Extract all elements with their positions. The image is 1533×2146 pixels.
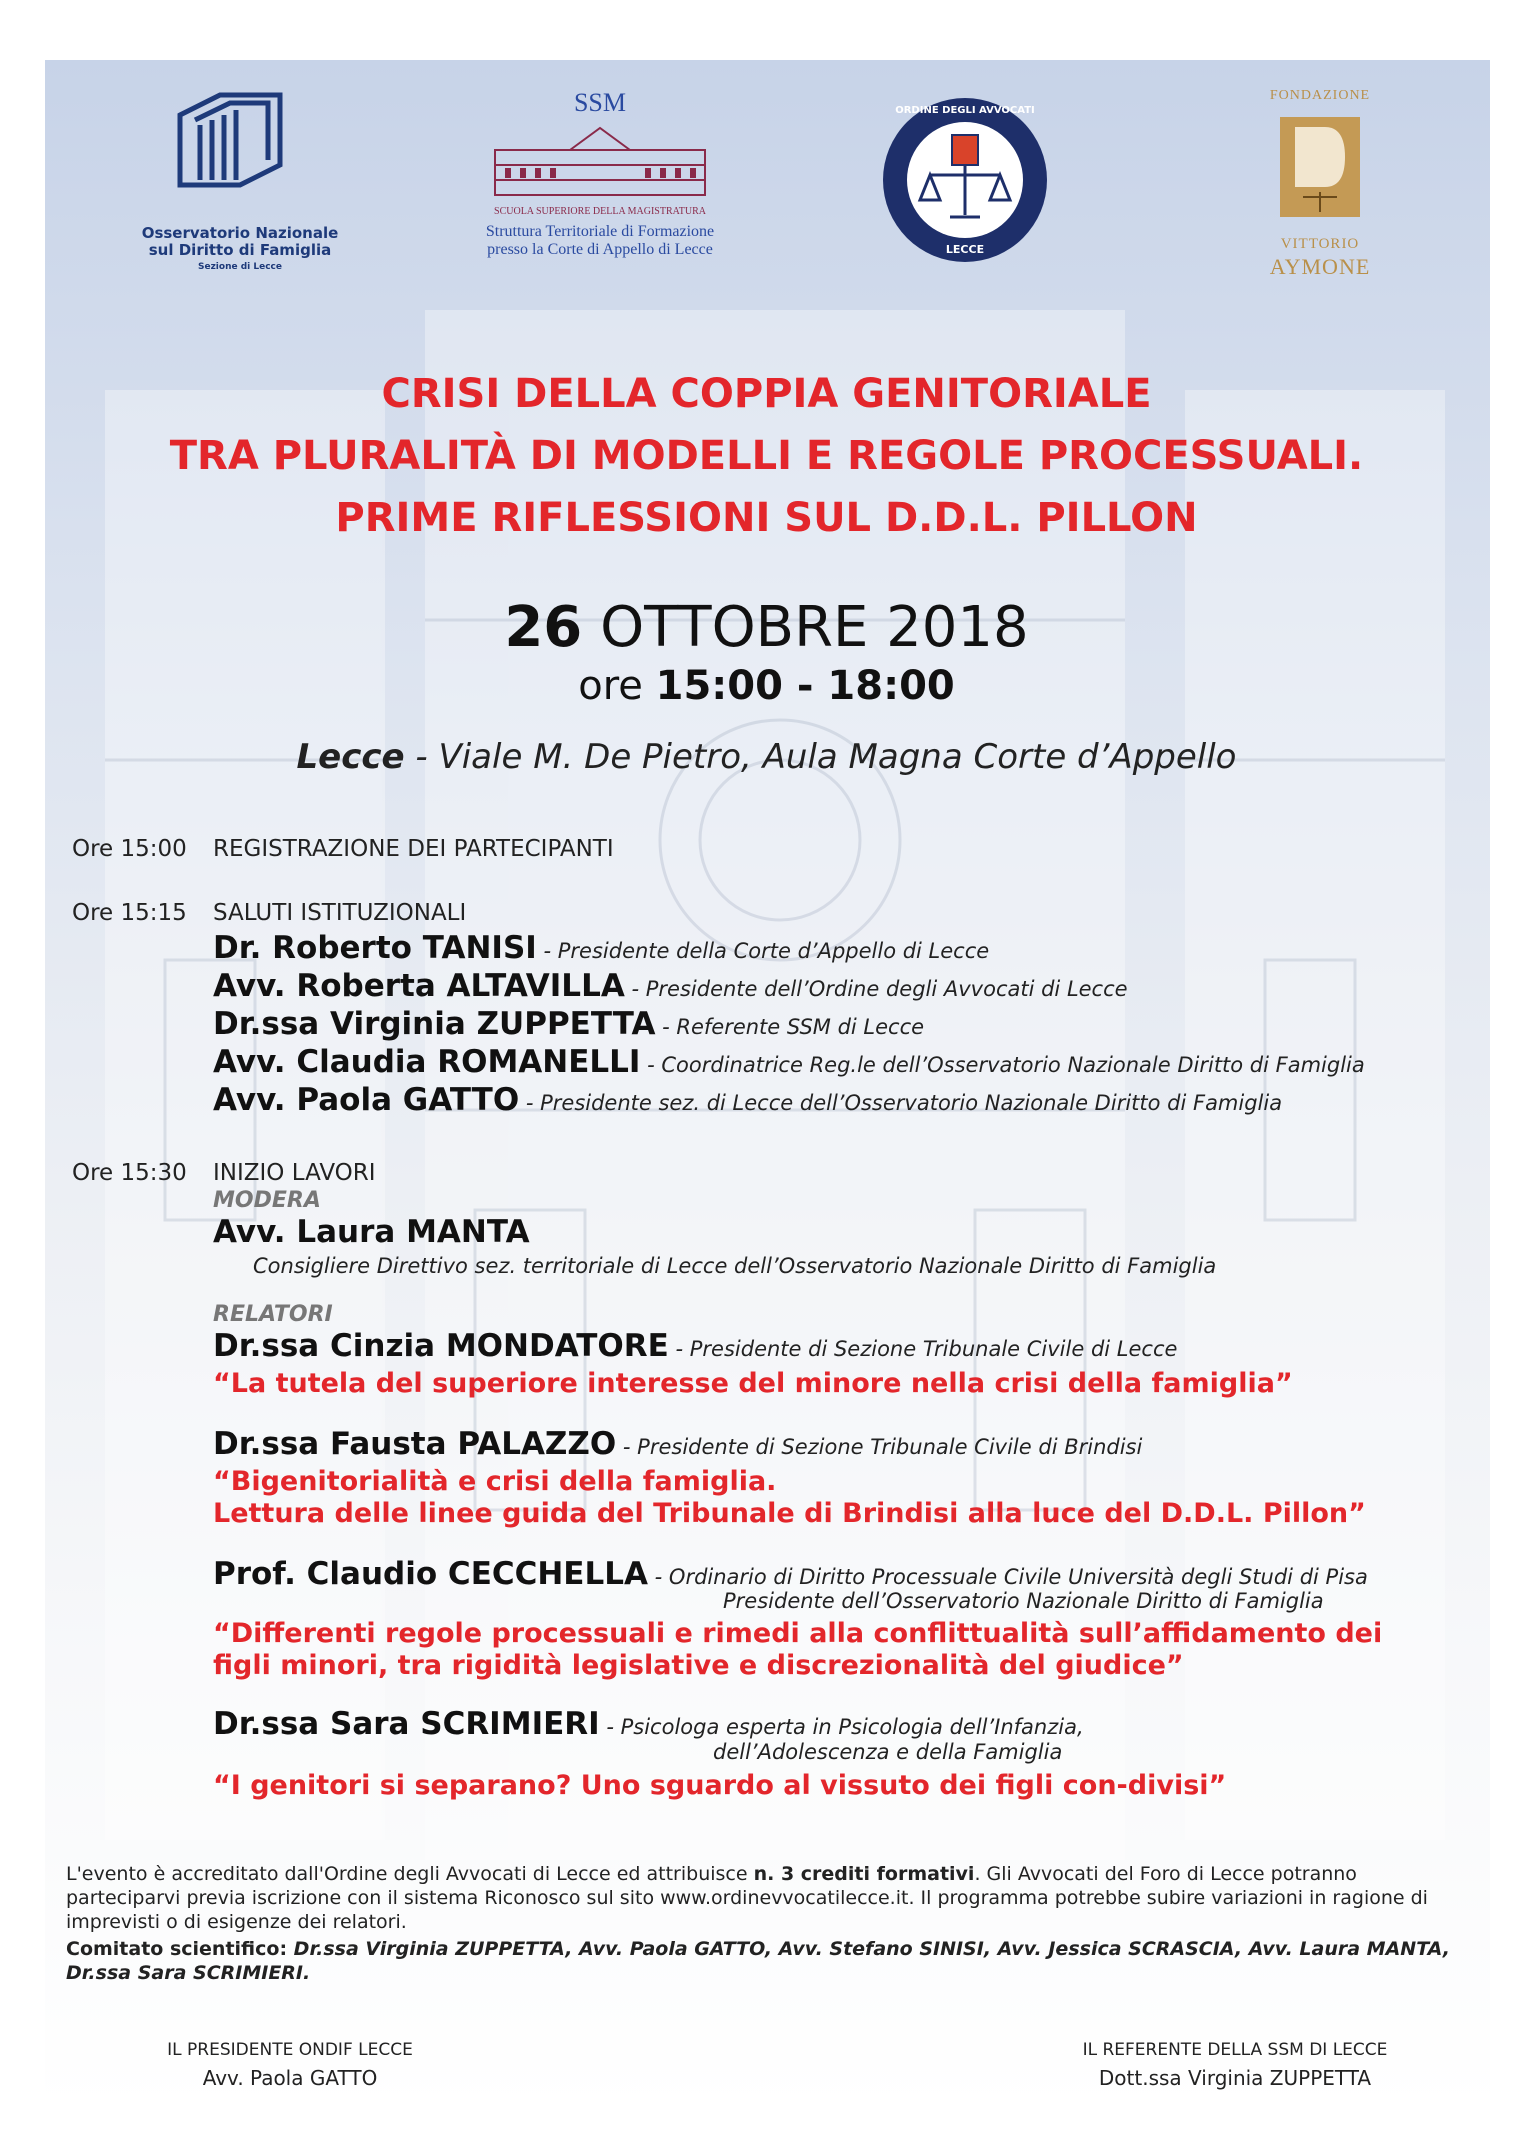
moderator-name: Avv. Laura MANTA [213,1214,530,1250]
event-title [0,368,1533,544]
speaker-role: - Presidente sez. di Lecce dell’Osservatorio Nazionale Diritto di Famiglia [519,1091,1283,1115]
relatore-name: Dr.ssa Cinzia MONDATORE [213,1328,669,1364]
time-1500: Ore 15:00 [72,836,187,862]
signature-left-name: Avv. Paola GATTO [202,2066,378,2090]
moderator-role: Consigliere Direttivo sez. territoriale di Lecce dell’Osservatorio Nazionale Diritto di Famiglia [253,1254,1217,1278]
event-hours [0,662,1533,710]
talk-cecchella-line2: figli minori, tra rigidità legislative e discrezionalità del giudice” [213,1650,1184,1681]
section-inizio-lavori: INIZIO LAVORI [213,1160,376,1186]
moderator-manta [213,1214,530,1250]
ssm-line2: presso la Corte di Appello di Lecce [487,241,713,258]
speaker-role: - Coordinatrice Reg.le dell’Osservatorio Nazionale Diritto di Famiglia [640,1053,1365,1077]
speaker-zuppetta [213,1006,924,1042]
committee-members: Dr.ssa Virginia ZUPPETTA, Avv. Paola GATTO, Avv. Stefano SINISI, Avv. Jessica SCRASCIA, Avv. Laura MANTA, Dr.ssa Sara SCRIMIERI. [66,1938,1450,1984]
relatore-name: Dr.ssa Sara SCRIMIERI [213,1706,600,1742]
ondif-emblem-icon [140,85,340,200]
venue-city: Lecce [296,737,405,777]
relatore-scrimieri [213,1706,1084,1742]
date-month-year: OTTOBRE 2018 [600,595,1029,660]
speaker-tanisi [213,930,989,966]
signature-right-name: Dott.ssa Virginia ZUPPETTA [1098,2066,1372,2090]
speaker-role: - Presidente dell’Ordine degli Avvocati di Lecce [624,977,1128,1001]
talk-cecchella-line1: “Differenti regole processuali e rimedi alla conflittualità sull’affidamento dei [213,1618,1383,1649]
speaker-name: Avv. Paola GATTO [213,1082,520,1118]
speaker-name: Dr.ssa Virginia ZUPPETTA [213,1006,656,1042]
note-p1a: L'evento è accreditato dall'Ordine degli Avvocati di Lecce ed attribuisce [66,1863,754,1885]
fondazione-aymone-logo [1245,88,1395,298]
note-credits: n. 3 crediti formativi [753,1863,975,1885]
fondazione-name2: AYMONE [1269,254,1371,279]
ondif-line1: Osservatorio Nazionale [141,224,339,242]
talk-palazzo-line1: “Bigenitorialità e crisi della famiglia. [213,1466,777,1497]
venue-address: - Viale M. De Pietro, Aula Magna Corte d’Appello [404,737,1237,777]
relatore-mondatore [213,1328,1177,1364]
ordine-avvocati-logo [880,95,1050,265]
relatore-cecchella-role2: Presidente dell’Osservatorio Nazionale Diritto di Famiglia [723,1589,1324,1613]
event-venue [0,735,1533,779]
date-day: 26 [504,595,583,660]
talk-mondatore: “La tutela del superiore interesse del minore nella crisi della famiglia” [213,1368,1293,1399]
ssm-school: SCUOLA SUPERIORE DELLA MAGISTRATURA [494,206,706,217]
time-1515: Ore 15:15 [72,900,187,926]
signature-left [140,2040,440,2090]
signature-right [1065,2040,1405,2090]
ssm-top: SSM [573,88,627,117]
title-line2: TRA PLURALITÀ DI MODELLI E REGOLE PROCESSUALI. [169,433,1364,479]
accreditation-note [66,1862,1476,1934]
speaker-name: Avv. Roberta ALTAVILLA [213,968,625,1004]
relatore-palazzo [213,1426,1142,1462]
speaker-name: Dr. Roberto TANISI [213,930,537,966]
section-saluti: SALUTI ISTITUZIONALI [213,900,467,926]
ondif-line2: sul Diritto di Famiglia [148,241,332,259]
committee-label: Comitato scientifico: [66,1938,294,1960]
note-p1c: . Gli Avvocati del Foro di Lecce potranno parteciparvi previa iscrizione con il sistema Riconosco sul sito www.ordinevvocatilecce.it. Il programma potrebbe subire variazioni in ragione di imprevisti o di esigenze dei relatori. [66,1863,1428,1933]
ondif-logo [140,85,340,285]
title-line1: CRISI DELLA COPPIA GENITORIALE [381,371,1152,417]
section-registrazione: REGISTRAZIONE DEI PARTECIPANTI [213,836,614,862]
signature-left-title: IL PRESIDENTE ONDIF LECCE [167,2040,413,2060]
time-1530: Ore 15:30 [72,1160,187,1186]
speaker-name: Avv. Claudia ROMANELLI [213,1044,641,1080]
relatore-role: - Psicologa esperta in Psicologia dell’Infanzia, [599,1715,1084,1739]
relatore-role: - Presidente di Sezione Tribunale Civile di Brindisi [616,1435,1143,1459]
speaker-romanelli [213,1044,1365,1080]
relatore-name: Dr.ssa Fausta PALAZZO [213,1426,617,1462]
speaker-altavilla [213,968,1128,1004]
ordine-ring-top: ORDINE DEGLI AVVOCATI [895,105,1035,116]
relatore-role: - Ordinario di Diritto Processuale Civile Università degli Studi di Pisa [647,1565,1368,1589]
talk-palazzo-line2: Lettura delle linee guida del Tribunale di Brindisi alla luce del D.D.L. Pillon” [213,1498,1366,1529]
fondazione-name1: VITTORIO [1280,236,1360,252]
hours-range: 15:00 - 18:00 [655,663,955,709]
relatore-scrimieri-role2: dell’Adolescenza e della Famiglia [713,1740,1063,1764]
ssm-line1: Struttura Territoriale di Formazione [485,223,715,240]
ondif-line3: Sezione di Lecce [197,262,282,272]
speaker-gatto [213,1082,1282,1118]
speaker-role: - Referente SSM di Lecce [655,1015,925,1039]
speaker-role: - Presidente della Corte d’Appello di Lecce [536,939,990,963]
relatore-role: - Presidente di Sezione Tribunale Civile di Lecce [668,1337,1178,1361]
ssm-logo [455,88,745,278]
ordine-seal-icon [880,95,1050,265]
signature-right-title: IL REFERENTE DELLA SSM DI LECCE [1082,2040,1388,2060]
talk-scrimieri: “I genitori si separano? Uno sguardo al vissuto dei figli con-divisi” [213,1770,1227,1801]
ssm-building-icon [455,120,745,200]
relatore-cecchella [213,1556,1368,1592]
relatore-name: Prof. Claudio CECCHELLA [213,1556,648,1592]
hours-ore: ore [578,663,643,709]
fondazione-top: FONDAZIONE [1269,88,1371,103]
label-relatori: RELATORI [213,1302,333,1327]
fondazione-emblem-icon [1245,112,1395,222]
ordine-ring-bottom: LECCE [945,243,985,256]
scientific-committee [66,1937,1476,1985]
title-line3: PRIME RIFLESSIONI SUL D.D.L. PILLON [335,495,1198,541]
event-date [0,596,1533,660]
label-modera: MODERA [213,1188,321,1213]
